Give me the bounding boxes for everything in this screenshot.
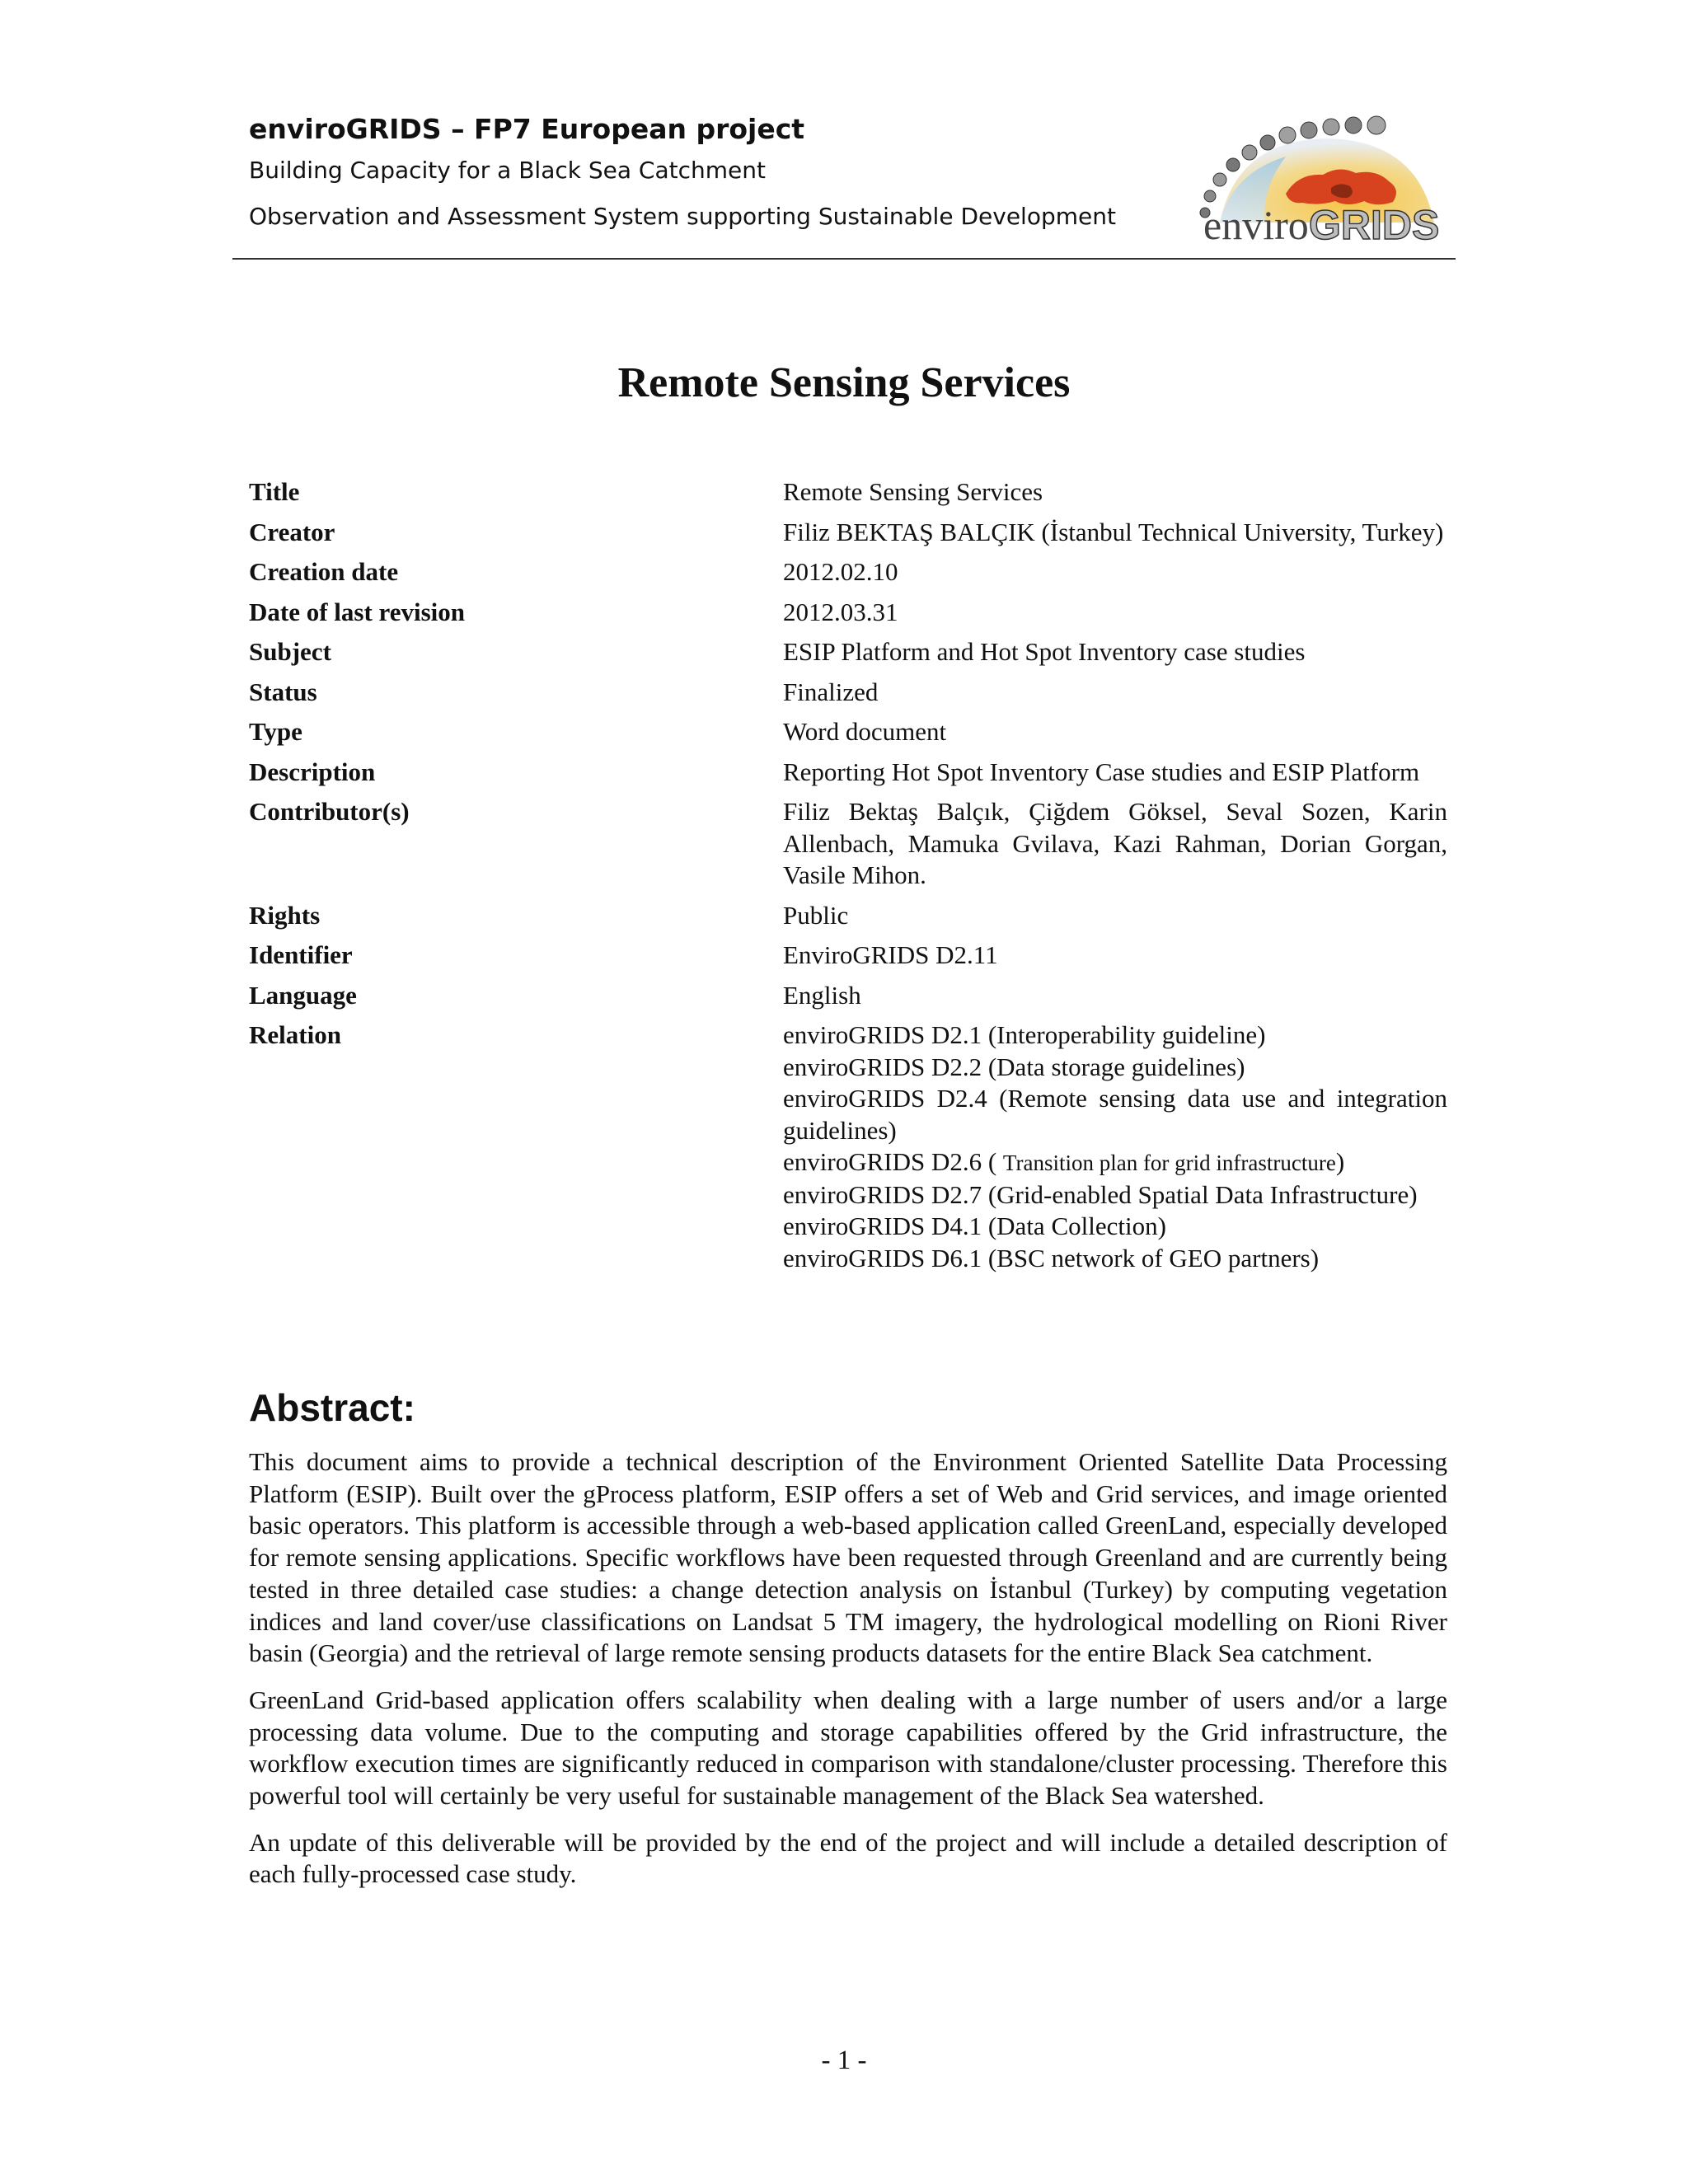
meta-key: Rights [249, 900, 321, 930]
svg-text:enviro: enviro [1203, 202, 1309, 247]
meta-row-description [249, 757, 1447, 789]
meta-value: English [783, 980, 861, 1010]
meta-row-identifier [249, 940, 1447, 972]
abstract-body [249, 1446, 1447, 1905]
header-divider [232, 258, 1456, 260]
meta-key: Identifier [249, 940, 353, 969]
meta-value: Reporting Hot Spot Inventory Case studies and ESIP Platform [783, 757, 1420, 786]
meta-value: 2012.02.10 [783, 557, 898, 586]
meta-key: Creator [249, 517, 335, 546]
header-subtitle-line2: Observation and Assessment System supporting Sustainable Development [249, 203, 1116, 230]
relation-item [783, 1146, 1447, 1179]
header-subtitle-line1: Building Capacity for a Black Sea Catchment [249, 157, 766, 184]
meta-key: Status [249, 677, 317, 706]
svg-text:GRIDS: GRIDS [1309, 202, 1440, 247]
relation-item: enviroGRIDS D4.1 (Data Collection) [783, 1212, 1166, 1240]
meta-row-type [249, 716, 1447, 748]
header-text [249, 111, 1116, 240]
meta-key: Subject [249, 637, 331, 666]
meta-value: Remote Sensing Services [783, 477, 1043, 506]
abstract-paragraph-1: This document aims to provide a technical description of the Environment Oriented Satellite Data Processing Platform (ESIP). Built over the gProcess platform, ESIP offers a set of Web and Grid services, and image oriented basic operators. This platform is accessible through a web-based application called GreenLand, especially developed for remote sensing applications. Specific workflows have been requested through Greenland and are currently being tested in three detailed case studies: a change detection analysis on İstanbul (Turkey) by computing vegetation indices and land cover/use classifications on Landsat 5 TM imagery, the hydrological modelling on Rioni River basin (Georgia) and the retrieval of large remote sensing products datasets for the entire Black Sea catchment. [249, 1447, 1447, 1668]
relation-item: enviroGRIDS D2.7 (Grid-enabled Spatial Data Infrastructure) [783, 1179, 1418, 1209]
meta-row-status [249, 677, 1447, 709]
meta-value: Filiz Bektaş Balçık, Çiğdem Göksel, Seval Sozen, Karin Allenbach, Mamuka Gvilava, Kazi Rahman, Dorian Gorgan, Vasile Mihon. [783, 797, 1447, 889]
relation-item-small-text: Transition plan for grid infrastructure [1002, 1151, 1336, 1175]
meta-row-relation [249, 1019, 1447, 1274]
meta-value: Public [783, 900, 849, 930]
meta-value: ESIP Platform and Hot Spot Inventory case studies [783, 637, 1306, 666]
meta-key: Relation [249, 1020, 341, 1049]
page-header [232, 111, 1456, 260]
relation-item-prefix: enviroGRIDS D2.6 ( [783, 1147, 997, 1176]
meta-row-title [249, 476, 1447, 509]
abstract-heading: Abstract: [249, 1386, 415, 1429]
meta-key: Language [249, 980, 357, 1010]
meta-row-creation-date [249, 556, 1447, 588]
meta-key: Title [249, 477, 300, 506]
relation-item: enviroGRIDS D2.4 (Remote sensing data use and integration guidelines) [783, 1084, 1447, 1145]
meta-value: 2012.03.31 [783, 597, 898, 626]
meta-value: Filiz BEKTAŞ BALÇIK (İstanbul Technical University, Turkey) [783, 517, 1444, 546]
meta-row-creator [249, 517, 1447, 549]
meta-row-rights [249, 900, 1447, 932]
header-project-title: enviroGRIDS – FP7 European project [249, 113, 805, 145]
relation-item: enviroGRIDS D6.1 (BSC network of GEO partners) [783, 1243, 1320, 1272]
meta-row-contributors [249, 796, 1447, 892]
meta-key: Contributor(s) [249, 797, 410, 826]
metadata-table [249, 476, 1447, 1282]
meta-value: Word document [783, 717, 947, 746]
meta-row-last-revision [249, 597, 1447, 629]
meta-row-subject [249, 636, 1447, 668]
relation-item: enviroGRIDS D2.2 (Data storage guidelines) [783, 1052, 1245, 1081]
meta-key: Type [249, 717, 302, 746]
meta-row-language [249, 980, 1447, 1012]
meta-key: Date of last revision [249, 597, 466, 626]
document-title: Remote Sensing Services [617, 359, 1071, 406]
page-number: - 1 - [821, 2046, 867, 2075]
envirogrids-logo [1187, 115, 1442, 247]
relation-item-suffix: ) [1335, 1147, 1345, 1176]
relation-list [783, 1019, 1447, 1274]
meta-key: Creation date [249, 557, 399, 586]
meta-value: Finalized [783, 677, 879, 706]
abstract-paragraph-2: GreenLand Grid-based application offers scalability when dealing with a large number of users and/or a large processing data volume. Due to the computing and storage capabilities offered by the Grid infrastructure, the workflow execution times are significantly reduced in comparison with standalone/cluster processing. Therefore this powerful tool will certainly be very useful for sustainable management of the Black Sea watershed. [249, 1685, 1447, 1811]
abstract-paragraph-3: An update of this deliverable will be provided by the end of the project and will include a detailed description of each fully-processed case study. [249, 1827, 1447, 1889]
meta-value: EnviroGRIDS D2.11 [783, 940, 998, 969]
meta-key: Description [249, 757, 376, 786]
relation-item: enviroGRIDS D2.1 (Interoperability guideline) [783, 1020, 1266, 1049]
